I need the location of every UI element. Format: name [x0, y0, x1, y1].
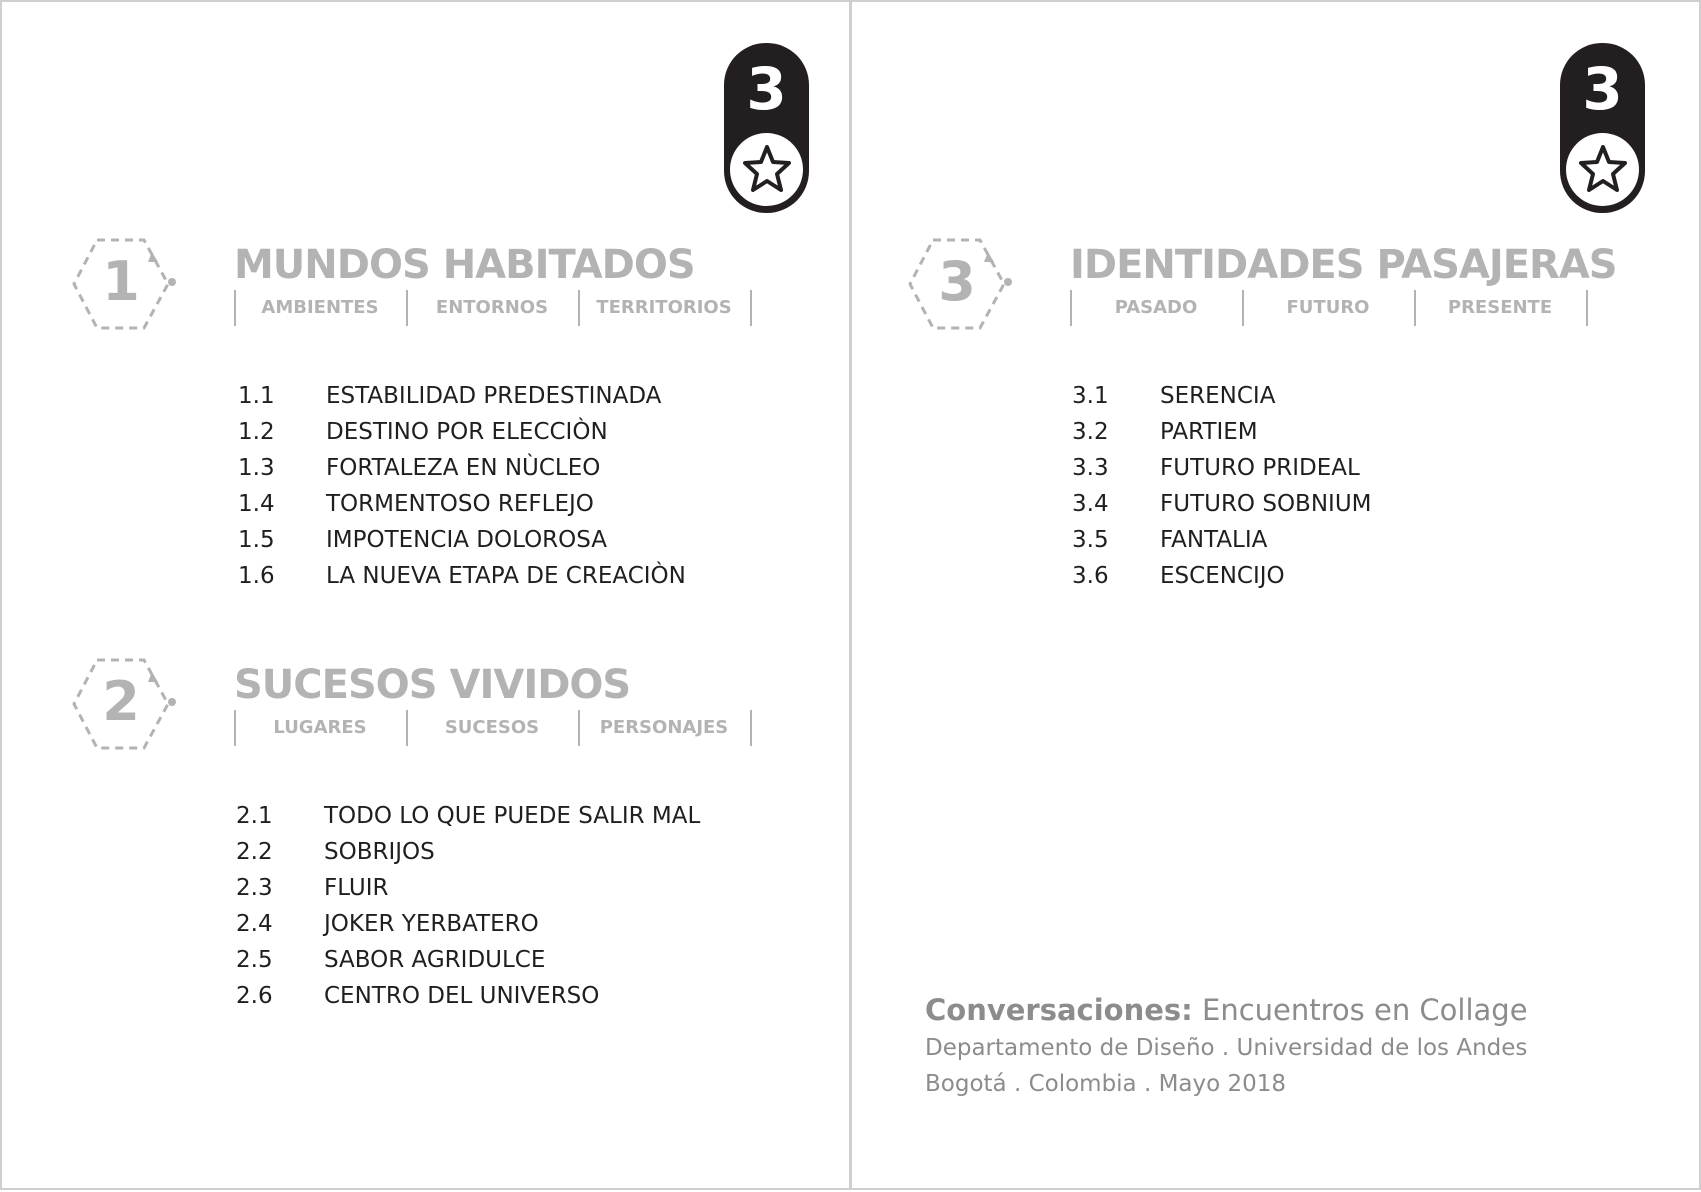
section-title: MUNDOS HABITADOS	[234, 242, 695, 288]
tab-label: FUTURO	[1286, 297, 1370, 318]
item-number: 2.4	[236, 911, 273, 937]
credits-title-rest: Encuentros en Collage	[1192, 993, 1528, 1027]
item-text: FLUIR	[324, 875, 389, 901]
tab-label: SUCESOS	[444, 717, 540, 738]
item-number: 2.3	[236, 875, 273, 901]
item-number: 2.1	[236, 803, 273, 829]
tab-divider	[750, 710, 752, 746]
item-number: 1.2	[238, 419, 275, 445]
section-badge	[724, 43, 809, 213]
credits-department: Departamento de Diseño . Universidad de los Andes	[925, 1035, 1528, 1061]
item-text: SOBRIJOS	[324, 839, 435, 865]
item-number: 1.6	[238, 563, 275, 589]
item-number: 1.3	[238, 455, 275, 481]
tab-divider	[750, 290, 752, 326]
item-number: 3.1	[1072, 383, 1109, 409]
item-text: SERENCIA	[1160, 383, 1276, 409]
credits-location-date: Bogotá . Colombia . Mayo 2018	[925, 1071, 1287, 1097]
section-number: 1	[102, 250, 140, 313]
item-number: 3.4	[1072, 491, 1109, 517]
item-number: 2.2	[236, 839, 273, 865]
item-text: FANTALIA	[1160, 527, 1268, 553]
credits-title	[925, 990, 1528, 1030]
item-number: 1.1	[238, 383, 275, 409]
item-text: DESTINO POR ELECCIÒN	[326, 419, 608, 445]
tab-label: PERSONAJES	[599, 717, 729, 738]
item-text: IMPOTENCIA DOLOROSA	[326, 527, 608, 553]
item-number: 2.5	[236, 947, 273, 973]
section-title: IDENTIDADES PASAJERAS	[1070, 242, 1617, 288]
credits-title-bold: Conversaciones:	[925, 993, 1193, 1027]
item-number: 3.5	[1072, 527, 1109, 553]
item-number: 1.4	[238, 491, 275, 517]
item-text: ESCENCIJO	[1160, 563, 1285, 589]
badge-number: 3	[746, 55, 787, 123]
tab-divider	[1586, 290, 1588, 326]
item-number: 2.6	[236, 983, 273, 1009]
item-text: ESTABILIDAD PREDESTINADA	[326, 383, 662, 409]
item-text: CENTRO DEL UNIVERSO	[324, 983, 600, 1009]
tab-label: AMBIENTES	[261, 297, 379, 318]
item-text: FUTURO SOBNIUM	[1160, 491, 1372, 517]
item-text: PARTIEM	[1160, 419, 1258, 445]
item-number: 3.3	[1072, 455, 1109, 481]
section-badge	[1560, 43, 1645, 213]
item-number: 3.6	[1072, 563, 1109, 589]
item-text: FUTURO PRIDEAL	[1160, 455, 1360, 481]
item-text: JOKER YERBATERO	[324, 911, 539, 937]
item-text: TODO LO QUE PUEDE SALIR MAL	[324, 803, 701, 829]
item-text: LA NUEVA ETAPA DE CREACIÒN	[326, 563, 686, 589]
tab-label: ENTORNOS	[435, 297, 549, 318]
item-number: 3.2	[1072, 419, 1109, 445]
tab-label: TERRITORIOS	[596, 297, 732, 318]
item-number: 1.5	[238, 527, 275, 553]
section-number: 3	[938, 250, 976, 313]
star-icon	[730, 133, 803, 206]
item-text: TORMENTOSO REFLEJO	[326, 491, 594, 517]
item-text: FORTALEZA EN NÙCLEO	[326, 455, 601, 481]
star-icon	[1566, 133, 1639, 206]
tab-label: PRESENTE	[1447, 297, 1553, 318]
badge-number: 3	[1582, 55, 1623, 123]
section-title: SUCESOS VIVIDOS	[234, 662, 631, 708]
credits-block	[925, 990, 1528, 1102]
left-page	[0, 0, 851, 1190]
tab-label: LUGARES	[273, 717, 367, 738]
item-text: SABOR AGRIDULCE	[324, 947, 546, 973]
tab-label: PASADO	[1114, 297, 1198, 318]
section-number: 2	[102, 670, 140, 733]
